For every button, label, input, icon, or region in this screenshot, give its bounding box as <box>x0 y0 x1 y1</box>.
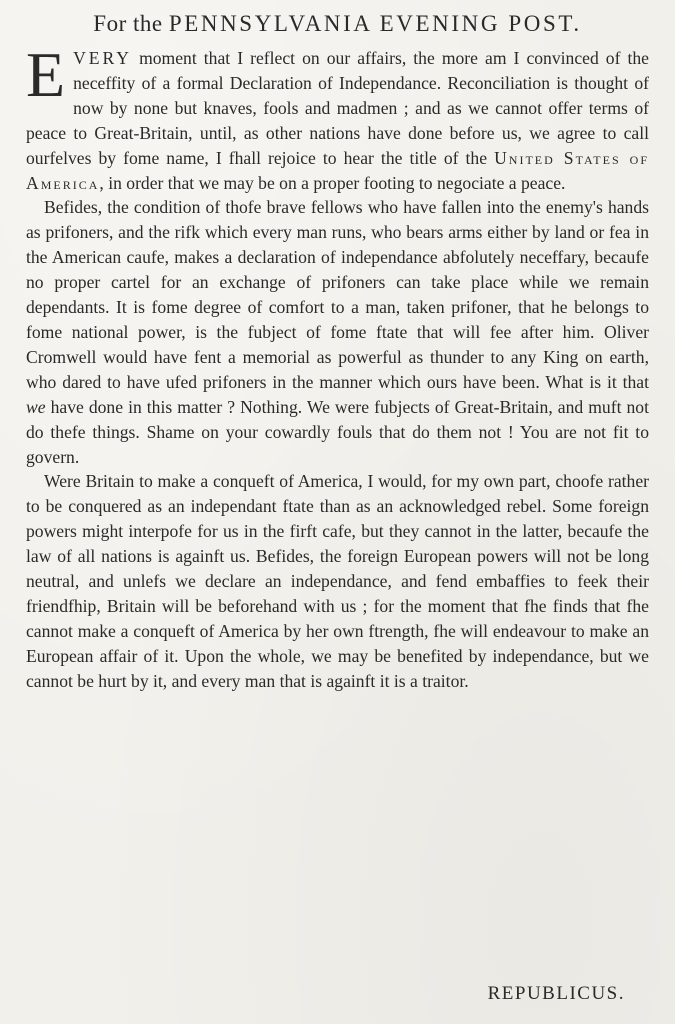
paragraph-1 <box>26 39 650 195</box>
united-states-of-america: United States of America <box>26 147 650 193</box>
article-body <box>26 39 650 694</box>
paragraph-2-end: have done in this matter ? Nothing. We were fubjects of Great-Britain, and muft not do thefe things. Shame on your cowardly fouls that do them not ! You are not fit to govern. <box>26 396 649 467</box>
paragraph-1-end: , in order that we may be on a proper footing to negociate a peace. <box>99 172 566 193</box>
paragraph-2-text: Befides, the condition of thofe brave fellows who have fallen into the enemy's hands as prifoners, and the rifk which every man runs, who bears arms either by land or fea in the American caufe, makes a declaration of independance abfolutely neceffary, becaufe no proper cartel for an exchange of prifoners can take place while we remain dependants. It is fome degree of comfort to a man, taken prifoner, that he belongs to fome national power, is the fubject of fome ftate that will fee after him. Oliver Cromwell would have fent a memorial as powerful as thunder to any King on earth, who dared to have ufed prifoners in the manner which ours have been. What is it that <box>26 197 649 392</box>
page-heading <box>0 8 675 40</box>
paragraph-2 <box>26 195 649 469</box>
paragraph-3 <box>26 469 649 693</box>
heading-prefix: For the <box>93 11 163 36</box>
signature: REPUBLICUS. <box>487 983 625 1004</box>
heading-title: PENNSYLVANIA EVENING POST. <box>168 11 582 36</box>
paragraph-1-text: moment that I reflect on our affairs, the more am I convinced of the neceffity of a formal Declaration of Independance. Reconciliation is thought of now by none but knaves, fools and madmen ; and as we cannot offer terms of peace to Great-Britain, until, as other nations have done before us, we agree to call ourfelves by fome name, I fhall rejoice to hear the title of the <box>26 48 649 168</box>
opening-word: VERY <box>73 48 133 68</box>
drop-cap: E <box>26 39 66 110</box>
paragraph-2-italic: we <box>26 396 46 417</box>
paragraph-3-text: Were Britain to make a conqueft of America, I would, for my own part, choofe rather to be conquered as an independant ftate than as an acknowledged rebel. Some foreign powers might interpofe for us in the firft cafe, but they cannot in the latter, becaufe the law of all nations is againft us. Befides, the foreign European powers will not be long neutral, and unlefs we declare an independance, and fend embaffies to feek their friendfhip, Britain will be beforehand with us ; for the moment that fhe finds that fhe cannot make a conqueft of America by her own ftrength, fhe will endeavour to make an European affair of it. Upon the whole, we may be benefited by independance, but we cannot be hurt by it, and every man that is againft it is a traitor. <box>26 471 649 691</box>
